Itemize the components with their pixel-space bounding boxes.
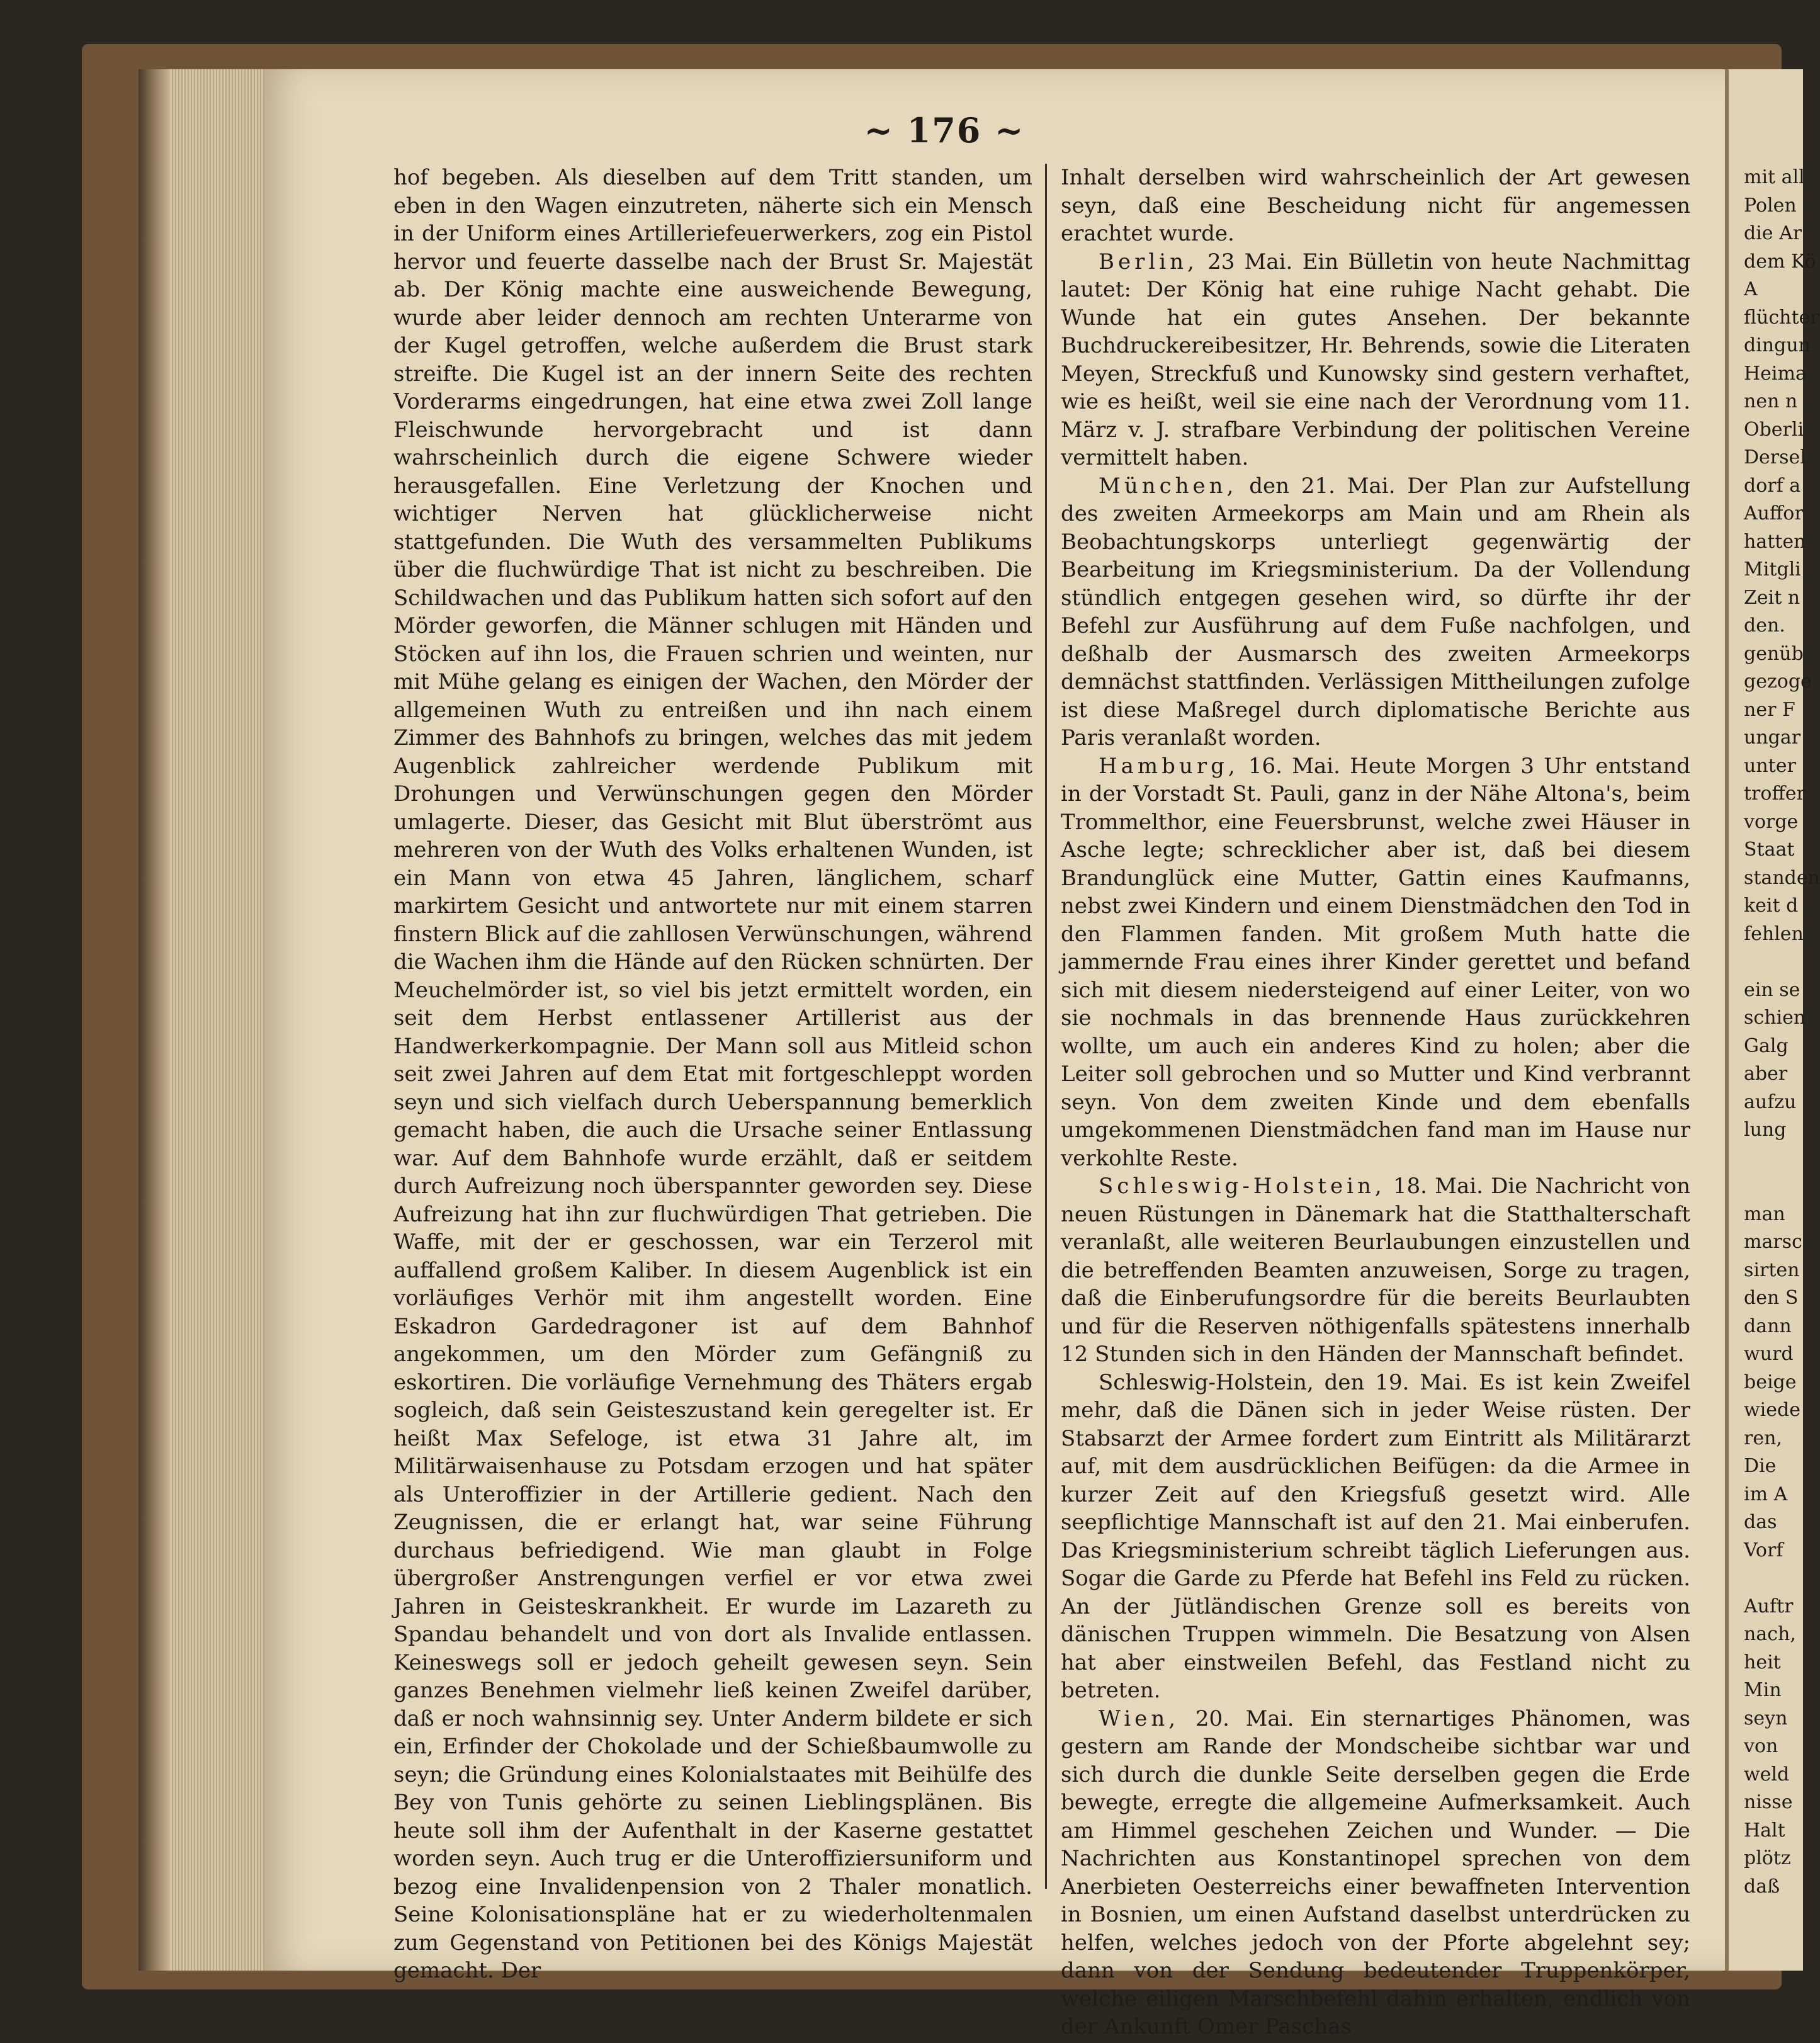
fragment-line: dingun bbox=[1744, 334, 1811, 356]
paragraph-text: den 19. Mai. Es ist kein Zweifel mehr, daß die Dänen sich in jeder Weise rüsten. Der Stabsarzt der Armee fordert zum Eintritt als Militärarzt auf, mit dem ausdrücklichen Beifügen: da die Armee in kurzer Zeit auf den Kriegsfuß gesetzt wird. Alle seepflichtige Mannschaft ist auf den 21. Mai einberufen. Das Kriegsministerium schreibt täglich Lieferungen aus. Sogar die Garde zu Pferde hat Befehl ins Feld zu rücken. An der Jütländischen Grenze soll es bereits von dänischen Truppen wimmeln. Die Besatzung von Alsen hat aber einstweilen Befehl, das Festland nicht zu betreten. bbox=[1061, 1369, 1691, 1703]
fragment-line: plötz bbox=[1744, 1847, 1791, 1869]
right-paragraph-2 bbox=[1061, 472, 1690, 752]
right-column bbox=[1061, 164, 1691, 2039]
page-number: ~ 176 ~ bbox=[864, 110, 1025, 150]
paragraph-text: 20. Mai. Ein sternartiges Phänomen, was gestern am Rande der Mondscheibe sichtbar war und sich durch die dunkle Seite derselben gegen die Erde bewegte, erregte die allgemeine Aufmerksamkeit. Auch am Himmel geschehen Zeichen und Wunder. — Die Nachrichten aus Konstantinopel sprechen von dem Anerbieten Oesterreichs einer bewaffneten Intervention in Bosnien, um einen Aufstand daselbst unterdrücken zu helfen, welches jedoch von der Pforte abgelehnt sey; dann von der Sendung bedeutender Truppenkörper, welche eiligen Marschbefehl dahin erhalten, endlich von der Ankunft Omer Paschas bbox=[1061, 1706, 1691, 2039]
paragraph-text: 23 Mai. Ein Bülletin von heute Nachmittag lautet: Der König hat eine ruhige Nacht gehabt. Die Wunde hat ein gutes Ansehen. Der bekannte Buchdruckereibesitzer, Hr. Behrends, sowie die Literaten Meyen, Streckfuß und Kunowsky sind gestern verhaftet, wie es heißt, weil sie eine nach der Verordnung vom 11. März v. J. strafbare Verbindung der politischen Vereine vermittelt haben. bbox=[1061, 249, 1690, 470]
paragraph-text: den 21. Mai. Der Plan zur Aufstellung des zweiten Armeekorps am Main und am Rhein als Beobachtungskorps unterliegt gegenwärtig der Bearbeitung im Kriegsministerium. Da der Vollendung stündlich entgegen gesehen wird, so dürfte ihr der Befehl zur Ausführung auf dem Fuße nachfolgen, und deßhalb der Ausmarsch des zweiten Armeekorps demnächst stattfinden. Verlässigen Mittheilungen zufolge ist diese Maßregel durch diplomatische Berichte aus Paris veranlaßt worden. bbox=[1061, 473, 1690, 750]
fragment-line: unter bbox=[1744, 754, 1796, 777]
fragment-line: marsc bbox=[1744, 1231, 1802, 1253]
right-paragraph-0 bbox=[1061, 164, 1690, 248]
right-paragraph-6 bbox=[1061, 1705, 1690, 2041]
dateline-place: Hamburg, bbox=[1099, 753, 1239, 779]
fragment-line: dorf a bbox=[1744, 474, 1801, 497]
fragment-line: Mitgli bbox=[1744, 558, 1801, 580]
fragment-line bbox=[1744, 1145, 1800, 1173]
fragment-line: Auftr bbox=[1744, 1595, 1794, 1617]
fragment-line: lung bbox=[1744, 1119, 1787, 1141]
paragraph-text: 18. Mai. Die Nachricht von neuen Rüstungen in Dänemark hat die Statthalterschaft veranlaßt, alle weiteren Beurlaubungen einzustellen und die betreffenden Beamten anzuweisen, Sorge zu tragen, daß die Einberufungsordre für die bereits Beurlaubten und für die Reserven nöthigenfalls spätestens innerhalb 12 Stunden sich in den Händen der Mannschaft befindet. bbox=[1061, 1174, 1690, 1367]
fragment-line: Galg bbox=[1744, 1034, 1789, 1057]
dateline-place: München, bbox=[1099, 473, 1238, 499]
fragment-line: Polen bbox=[1744, 194, 1797, 217]
fragment-line: Oberli bbox=[1744, 418, 1804, 441]
fragment-line: dann bbox=[1744, 1315, 1792, 1337]
fragment-line: das bbox=[1744, 1511, 1777, 1533]
fragment-line: A bbox=[1744, 278, 1758, 300]
fragment-line: Heima bbox=[1744, 362, 1807, 385]
fragment-line: weld bbox=[1744, 1763, 1790, 1786]
right-paragraph-3 bbox=[1061, 752, 1690, 1173]
fragment-line bbox=[1744, 1565, 1800, 1593]
fragment-line: genüb bbox=[1744, 642, 1804, 665]
fragment-line: man bbox=[1744, 1203, 1785, 1225]
fragment-line: wiede bbox=[1744, 1399, 1800, 1421]
left-paragraph: hof begeben. Als dieselben auf dem Tritt standen, um eben in den Wagen einzutreten, näherte sich ein Mensch in der Uniform eines Artilleriefeuerwerkers, zog ein Pistol hervor und feuerte dasselbe nach der Brust Sr. Majestät ab. Der König machte eine ausweichende Bewegung, wurde aber leider dennoch am rechten Unterarme von der Kugel getroffen, welche außerdem die Brust stark streifte. Die Kugel ist an der innern Seite des rechten Vorderarms eingedrungen, hat eine etwa zwei Zoll lange Fleischwunde hervorgebracht und ist dann wahrscheinlich durch die eigene Schwere wieder herausgefallen. Eine Verletzung der Knochen und wichtiger Nerven hat glücklicherweise nicht stattgefunden. Die Wuth des versammelten Publikums über die fluchwürdige That ist nicht zu beschreiben. Die Schildwachen und das Publikum hatten sich sofort auf den Mörder geworfen, die Männer schlugen mit Händen und Stöcken auf ihn los, die Frauen schrien und weinten, nur mit Mühe gelang es einigen der Wachen, den Mörder der allgemeinen Wuth zu entreißen und ihn nach einem Zimmer des Bahnhofs zu bringen, welches das mit jedem Augenblick zahlreicher werdende Publikum mit Drohungen und Verwünschungen gegen den Mörder umlagerte. Dieser, das Gesicht mit Blut überströmt aus mehreren von der Wuth des Volks erhaltenen Wunden, ist ein Mann von etwa 45 Jahren, länglichem, scharf markirtem Gesicht und antwortete nur mit einem starren finstern Blick auf die zahllosen Verwünschungen, während die Wachen ihm die Hände auf den Rücken schnürten. Der Meuchelmörder ist, so viel bis jetzt ermittelt worden, ein seit dem Herbst entlassener Artillerist aus der Handwerkerkompagnie. Der Mann soll aus Mitleid schon seit zwei Jahren auf dem Etat mit fortgeschleppt worden seyn und sich vielfach durch Ueberspannung bemerklich gemacht haben, die auch die Ursache seiner Entlassung war. Auf dem Bahnhofe wurde erzählt, daß er seitdem durch Aufreizung noch überspannter geworden sey. Diese Aufreizung hat ihn zur fluchwürdigen That getrieben. Die Waffe, mit der er geschossen, war ein Terzerol mit auffallend großem Kaliber. In diesem Augenblick ist ein vorläufiges Verhör mit ihm angestellt worden. Eine Eskadron Gardedragoner ist auf dem Bahnhof angekommen, um den Mörder zum Gefängniß zu eskortiren. Die vorläufige Vernehmung des Thäters ergab sogleich, daß sein Geisteszustand kein geregelter ist. Er heißt Max Sefeloge, ist etwa 31 Jahre alt, im Militärwaisenhause zu Potsdam erzogen und hat später als Unteroffizier in der Artillerie gedient. Nach den Zeugnissen, die er erlangt hat, war seine Führung durchaus befriedigend. Wie man glaubt in Folge übergroßer Anstrengungen verfiel er vor etwa zwei Jahren in Geisteskrankheit. Er wurde im Lazareth zu Spandau behandelt und von dort als Invalide entlassen. Keineswegs soll er jedoch geheilt gewesen seyn. Sein ganzes Benehmen vielmehr ließ keinen Zweifel darüber, daß er noch wahnsinnig sey. Unter Anderm bildete er sich ein, Erfinder der Chokolade und der Schießbaumwolle zu seyn; die Gründung eines Kolonialstaates mit Beihülfe des Bey von Tunis gehörte zu seinen Lieblingsplänen. Bis heute soll ihm der Aufenthalt in der Kaserne gestattet worden seyn. Auch trug er die Unteroffiziersuniform und bezog eine Invalidenpension von 2 Thaler monatlich. Seine Kolonisationspläne hat er zu wiederholtenmalen zum Gegenstand von Petitionen bei des Königs Majestät gemacht. Der bbox=[393, 165, 1032, 1983]
fragment-line: beige bbox=[1744, 1371, 1797, 1393]
dateline-place: Berlin, bbox=[1099, 249, 1198, 274]
paragraph-text: Inhalt derselben wird wahrscheinlich der Art gewesen seyn, daß eine Bescheidung nicht für angemessen erachtet wurde. bbox=[1061, 165, 1690, 246]
fragment-line: Min bbox=[1744, 1679, 1782, 1701]
fragment-line: die Ar bbox=[1744, 222, 1802, 244]
paragraph-text: 16. Mai. Heute Morgen 3 Uhr entstand in der Vorstadt St. Pauli, ganz in der Nähe Altona's, beim Trommelthor, eine Feuersbrunst, welche zwei Häuser in Asche legte; schrecklicher aber ist, daß bei diesem Brandunglück eine Mutter, Gattin eines Kaufmanns, nebst zwei Kindern und einem Dienstmädchen den Tod in den Flammen fanden. Mit großem Muth hatte die jammernde Frau eines ihrer Kinder gerettet und befand sich mit diesem niedersteigend auf einer Leiter, von wo sie nochmals in das brennende Haus zurückkehren wollte, um auch ein anderes Kind zu holen; aber die Leiter soll gebrochen und so Mutter und Kind verbrannt seyn. Von dem zweiten Kinde und dem ebenfalls umgekommenen Dienstmädchen fand man im Hause nur verkohlte Reste. bbox=[1061, 753, 1690, 1171]
dateline-place: Wien, bbox=[1099, 1706, 1180, 1731]
fragment-line: Vorf bbox=[1744, 1539, 1783, 1561]
fragment-line: nisse bbox=[1744, 1791, 1793, 1813]
fragment-line: ungar bbox=[1744, 727, 1801, 749]
column-rule bbox=[1045, 164, 1047, 1889]
right-paragraph-5 bbox=[1061, 1369, 1690, 1705]
fragment-line: schien bbox=[1744, 1007, 1806, 1029]
fragment-line: Halt bbox=[1744, 1819, 1785, 1842]
fragment-line: daß bbox=[1744, 1875, 1780, 1898]
fragment-line: standen bbox=[1744, 866, 1820, 889]
fragment-line bbox=[1744, 1172, 1800, 1201]
fragment-line: seyn bbox=[1744, 1707, 1788, 1729]
book-spine bbox=[138, 69, 170, 1971]
fragment-line: im A bbox=[1744, 1483, 1788, 1505]
fragment-line: Zeit n bbox=[1744, 586, 1800, 609]
dateline-place: Schleswig-Holstein, bbox=[1099, 1174, 1386, 1199]
right-paragraph-1 bbox=[1061, 248, 1690, 472]
fragment-line: heit bbox=[1744, 1651, 1781, 1673]
fragment-line: wurd bbox=[1744, 1343, 1794, 1365]
fragment-line: vorge bbox=[1744, 810, 1799, 833]
next-page-fragments bbox=[1744, 164, 1820, 1901]
right-paragraph-4 bbox=[1061, 1172, 1690, 1369]
fragment-line bbox=[1744, 948, 1800, 976]
fragment-line: Auffor bbox=[1744, 502, 1804, 524]
fragment-line: mit all bbox=[1744, 166, 1805, 188]
fragment-line: gezoge bbox=[1744, 671, 1812, 693]
fragment-line: hatten bbox=[1744, 530, 1806, 553]
fragment-line: aber bbox=[1744, 1063, 1788, 1085]
fragment-line: keit d bbox=[1744, 895, 1799, 917]
fragment-line: sirten bbox=[1744, 1259, 1800, 1281]
left-column bbox=[393, 164, 1032, 1983]
fragment-line: fehlen bbox=[1744, 922, 1804, 945]
fragment-line: ein se bbox=[1744, 978, 1800, 1001]
fragment-line: Staat bbox=[1744, 839, 1795, 861]
fragment-line: flüchter bbox=[1744, 306, 1819, 329]
fragment-line: Dersel bbox=[1744, 446, 1806, 468]
fragment-line: den. bbox=[1744, 614, 1785, 637]
fragment-line: aufzu bbox=[1744, 1090, 1797, 1113]
dateline-place: Schleswig-Holstein, bbox=[1099, 1369, 1314, 1395]
fragment-line: nach, bbox=[1744, 1623, 1796, 1645]
fragment-line: dem Kö bbox=[1744, 250, 1816, 273]
fragment-line: ner F bbox=[1744, 698, 1795, 721]
fragment-line: nen n bbox=[1744, 390, 1798, 412]
fragment-line: von bbox=[1744, 1735, 1778, 1757]
fragment-line: Die bbox=[1744, 1455, 1777, 1477]
fragment-line: ren, bbox=[1744, 1427, 1782, 1449]
fragment-line: troffer bbox=[1744, 783, 1806, 805]
fragment-line: den S bbox=[1744, 1287, 1799, 1309]
